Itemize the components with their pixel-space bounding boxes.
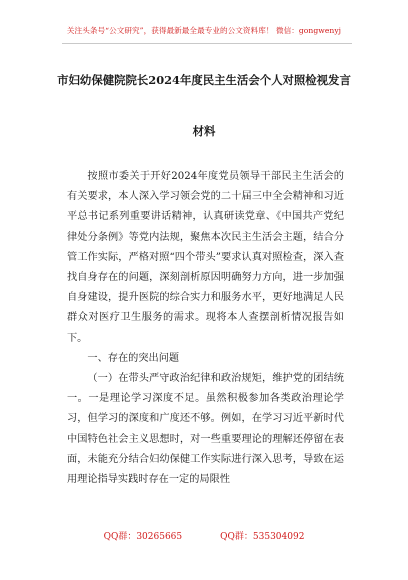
section-heading: 一、存在的突出问题 <box>87 352 180 364</box>
header-divider <box>62 43 352 44</box>
promo-header: 关注头条号“公文研究”，获得最新最全最专业的公文资料库！ 微信：gongwenyj <box>66 26 342 35</box>
qq-group-1: QQ群：30265665 <box>103 532 183 542</box>
body-paragraph: （一）在带头严守政治纪律和政治规矩，维护党的团结统一。一是理论学习深度不足。虽然积极参加各类政治理论学习，但学习的深度和广度还不够。例如，在学习习近平新时代中国特色社会主义思想时，对一些重要理论的理解还停留在表面，未能充分结合妇幼保健工作实际进行深入思考，导致在运用理论指导实践时存在一定的局限性 <box>67 373 344 486</box>
qq-group-2: QQ群：535304092 <box>220 532 305 542</box>
intro-paragraph: 按照市委关于开好2024年度党员领导干部民主生活会的有关要求，本人深入学习领会党的二十届三中全会精神和习近平总书记系列重要讲话精神，认真研读党章、《中国共产党纪律处分条例》等党内法规，聚焦本次民主生活会主题，结合分管工作实际，严格对照“四个带头”要求认真对照检查，深入查找自身存在的问题，深刻剖析原因明确努力方向，进一步加强自身建设，提升医院的综合实力和服务水平，更好地满足人民群众对医疗卫生服务的需求。现将本人查摆剖析情况报告如下。 <box>67 171 344 344</box>
document-title-continued: 材料 <box>192 124 216 138</box>
document-title: 市妇幼保健院院长2024年度民主生活会个人对照检视发言 <box>57 73 351 87</box>
footer-contacts <box>0 529 408 542</box>
document-body <box>67 167 344 490</box>
